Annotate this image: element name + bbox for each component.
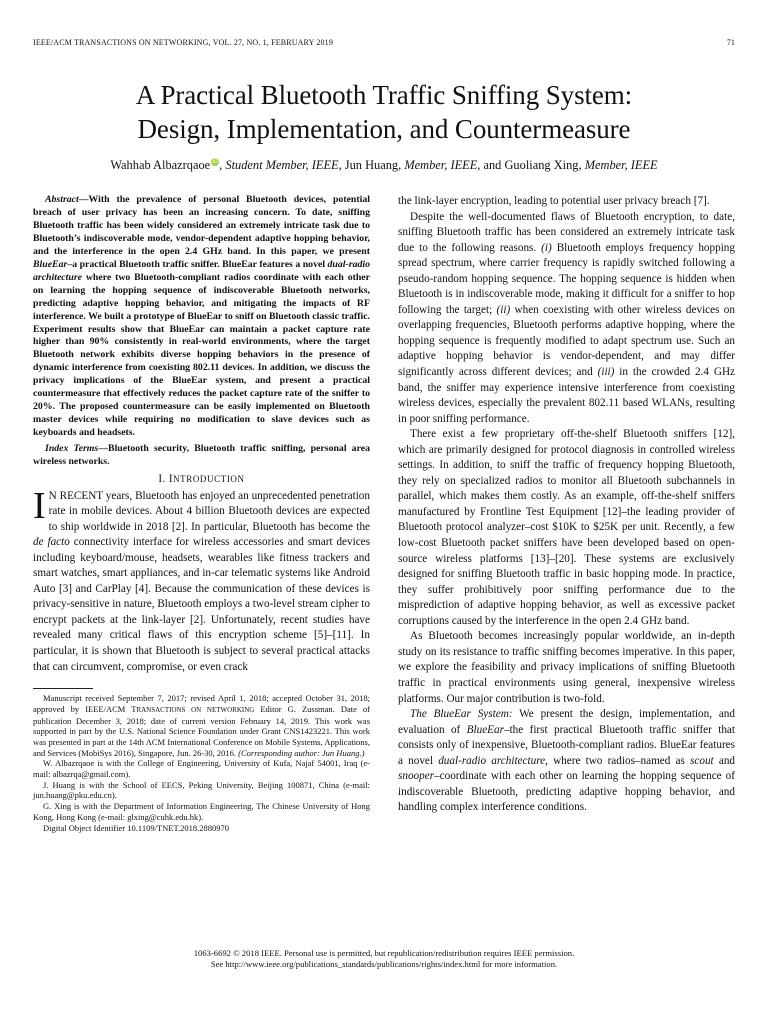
body-text: and xyxy=(713,754,736,767)
title-line-2: Design, Implementation, and Countermeasure xyxy=(137,114,631,144)
body-emphasis: snooper xyxy=(398,770,435,783)
copyright-line-2: See http://www.ieee.org/publications_standards/publications/rights/index.html for more information. xyxy=(210,959,558,969)
abstract-emphasis: BlueEar xyxy=(33,258,68,270)
paragraph-contribution: As Bluetooth becomes increasingly popular worldwide, an in-depth study on its resistance to traffic sniffing becomes imperative. In this paper, we explore the feasibility and privacy implications of sniffing Bluetooth traffic in practical environments using general, inexpensive wireless platforms. Our major contribution is two-fold. xyxy=(398,630,735,705)
footnotes xyxy=(33,693,370,833)
author-2-role: Member, IEEE xyxy=(404,158,478,172)
body-text: Bluetooth employs frequency hopping spread spectrum, where carrier frequency is rapidly switched following a pseudo-random hopping sequence. The hopping sequence is hidden when Bluetooth is in indiscoverable mode, making it difficult for a sniffer to hop following the target; xyxy=(398,241,735,316)
author-separator: , xyxy=(338,158,345,172)
footnote-manuscript xyxy=(33,693,370,758)
section-numeral: I. xyxy=(158,473,169,486)
abstract-text: where two Bluetooth-compliant radios coordinate with each other on learning the hopping sequence of indiscoverable Bluetooth networks, predicting adaptive hopping behavior, and mitigating the impacts of RF interference. We built a prototype of BlueEar to sniff on Bluetooth classic traffic. Experiment results show that BlueEar can maintain a packet capture rate higher than 90% consistently in real-world environments, where the target Bluetooth network exhibits diverse hopping behaviors in the presence of dynamic interference from coexisting 802.11 devices. In addition, we discuss the privacy implications of the BlueEar system, and present a practical countermeasure that effectively reduces the packet capture rate of the sniffer to 20%. The proposed countermeasure can be easily implemented on Bluetooth master devices while requiring no modification to slave devices such as keyboards and headsets. xyxy=(33,271,370,439)
body-text: Despite the well-documented flaws of Bluetooth encryption, to date, sniffing Bluetooth traffic has been considered an extremely intricate task due to the following reasons. xyxy=(398,210,735,254)
index-terms-text: Bluetooth security, Bluetooth traffic sniffing, personal area wireless networks. xyxy=(33,443,370,468)
journal-info: IEEE/ACM TRANSACTIONS ON NETWORKING, VOL. 27, NO. 1, FEBRUARY 2019 xyxy=(33,38,333,47)
intro-text: connectivity interface for wireless accessories and smart devices including keyboard/mouse, headsets, wearables like fitness trackers and smart watches, smart appliances, and in-car telematic systems like Android Auto [3] and CarPlay [4]. Because the communication of these devices is privacy-sensitive in nature, Bluetooth employs a two-level stream cipher to encrypt packets at the link-layer [2]. Unfortunately, recent studies have revealed many critical flaws of this encryption scheme [5]–[11]. In particular, it is shown that Bluetooth is subject to several practical attacks that can circumvent, compromise, or even crack xyxy=(33,536,370,673)
author-1-role: Student Member, IEEE xyxy=(225,158,339,172)
page-number: 71 xyxy=(726,38,735,47)
author-separator: , xyxy=(578,158,585,172)
section-initial: I xyxy=(168,473,174,486)
index-terms-label: Index Terms xyxy=(45,443,99,455)
footnote-corresponding: (Corresponding author: Jun Huang.) xyxy=(238,747,365,758)
footnote-affiliation-3: G. Xing is with the Department of Information Engineering, The Chinese University of Hong Kong, Hong Kong (e-mail: glxing@cuhk.edu.hk). xyxy=(33,801,370,822)
intro-paragraph xyxy=(33,484,370,676)
abstract-dash: — xyxy=(78,194,89,205)
paper-title xyxy=(30,78,738,146)
footnote-smallcaps: RANSACTIONS ON NETWORKING xyxy=(136,705,255,714)
running-header xyxy=(33,38,735,50)
copyright-notice xyxy=(0,948,768,970)
drop-cap: I xyxy=(33,484,46,527)
section-title-rest: NTRODUCTION xyxy=(173,474,245,485)
index-terms-dash: — xyxy=(98,443,109,455)
body-text: in the crowded 2.4 GHz band, the sniffer may experience intensive interference from coexisting wireless devices, especially the prevalent 802.11 based WLANs, resulting in poor sniffing performance. xyxy=(398,366,735,425)
copyright-line-1: 1063-6692 © 2018 IEEE. Personal use is permitted, but republication/redistribution requires IEEE permission. xyxy=(193,948,575,958)
abstract-text: With the prevalence of personal Bluetooth devices, potential breach of user privacy has been an increasing concern. To date, sniffing Bluetooth traffic has been widely considered an extremely intricate task due to Bluetooth’s indiscoverable mode, vendor-dependent adaptive hopping behavior, and the interference in the open 2.4 GHz band. In this paper, we present xyxy=(33,194,370,257)
paragraph-continuation: the link-layer encryption, leading to potential user privacy breach [7]. xyxy=(398,195,710,207)
paragraph-label: The BlueEar System: xyxy=(410,708,513,721)
body-text: when coexisting with other wireless devices on overlapping frequencies, Bluetooth performs adaptive hopping, where the hopping sequence is frequently modified to adapt spectrum use. Such an adaptive hopping behavior is vendor-dependent, and may differ significantly across different devices; and xyxy=(398,303,735,379)
abstract-emphasis: dual-radio architecture xyxy=(33,258,370,283)
author-list xyxy=(20,158,748,173)
body-text: –coordinate with each other on learning the hopping sequence of indiscoverable Bluetooth, predicting adaptive hopping behavior, and handling complex interference conditions. xyxy=(398,770,735,814)
footnote-affiliation-1: W. Albazrqaoe is with the College of Engineering, University of Kufa, Najaf 54001, Iraq (e-mail: albazrqa@gmail.com). xyxy=(33,758,370,780)
body-emphasis: dual-radio architecture xyxy=(438,754,546,767)
index-terms xyxy=(33,443,370,469)
author-separator: , xyxy=(219,158,226,172)
title-line-1: A Practical Bluetooth Traffic Sniffing System: xyxy=(135,80,633,110)
author-3-role: Member, IEEE xyxy=(584,158,658,172)
section-heading-introduction xyxy=(33,472,370,488)
paragraph-sniffers: There exist a few proprietary off-the-shelf Bluetooth sniffers [12], which are primarily designed for protocol diagnosis in controlled wireless settings. In addition, to sniff the traffic of frequency hopping Bluetooth, they rely on specialized radios to monitor all Bluetooth subchannels in parallel, which makes them costly. As an example, off-the-shelf sniffers manufactured by Frontline Test Equipment [12]–the leading provider of Bluetooth protocol analyzer–cost $10K to $25K per unit. Recently, a few low-cost Bluetooth packet sniffers have been developed based on open-source wireless platforms [13]–[20]. These systems are exclusively designed for sniffing Bluetooth traffic in basic hopping mode. In practice, they suffer prohibitively poor sniffing performance due to the misprediction of adaptive hopping behavior, as well as excessive packet corruptions caused by the interference in the open 2.4 GHz band. xyxy=(398,428,735,627)
body-text: –the first practical Bluetooth traffic sniffer that consists only of inexpensive, Bluetooth-compliant radios. BlueEar features a novel xyxy=(398,723,736,767)
body-emphasis: (i) xyxy=(541,241,552,254)
author-separator: , xyxy=(398,158,405,172)
paragraph-blueear-system xyxy=(398,707,735,816)
author-3-name: Guoliang Xing xyxy=(504,158,579,172)
abstract xyxy=(33,194,370,440)
footnote-doi: Digital Object Identifier 10.1109/TNET.2018.2880970 xyxy=(43,822,230,833)
paragraph-reasons xyxy=(398,210,735,428)
body-text: , where two radios–named as xyxy=(545,754,691,767)
intro-emphasis: de facto xyxy=(33,536,70,549)
body-emphasis: (iii) xyxy=(597,366,615,379)
body-emphasis: scout xyxy=(690,754,714,767)
orcid-icon[interactable]: iD xyxy=(212,159,218,165)
body-emphasis: (ii) xyxy=(496,303,511,316)
footnote-text: Editor G. Zussman. Date of publication December 3, 2018; date of current version February 14, 2019. This work was supported in part by the U.S. National Science Foundation under Grant CNS1423221. This work was presented in part at the 14th ACM International Conference on Mobile Systems, Applications, and Services (MobiSys 2016), Singapore, Jun. 26-30, 2016. xyxy=(33,703,370,758)
body-emphasis: BlueEar xyxy=(466,723,504,736)
author-1-name: Wahhab Albazrqaoe xyxy=(110,158,211,172)
abstract-text: –a practical Bluetooth traffic sniffer. BlueEar features a novel xyxy=(67,258,328,270)
footnote-affiliation-2: J. Huang is with the School of EECS, Peking University, Beijing 100871, China (e-mail: jun.huang@pku.edu.cn). xyxy=(33,779,370,801)
author-separator: , and xyxy=(477,158,505,172)
abstract-label: Abstract xyxy=(45,194,79,205)
intro-text: N RECENT years, Bluetooth has enjoyed an unprecedented penetration rate in mobile devices. About 4 billion Bluetooth devices are expected to ship worldwide in 2018 [2]. In particular, Bluetooth has become the xyxy=(48,489,370,533)
left-column xyxy=(33,194,370,833)
footnote-divider xyxy=(33,688,93,689)
right-column xyxy=(398,194,735,816)
author-2-name: Jun Huang xyxy=(344,158,399,172)
footnote-text: Manuscript received September 7, 2017; revised April 1, 2018; accepted October 31, 2018; approved by IEEE/ACM T xyxy=(33,693,370,714)
body-text: We present the design, implementation, and evaluation of xyxy=(398,708,735,736)
